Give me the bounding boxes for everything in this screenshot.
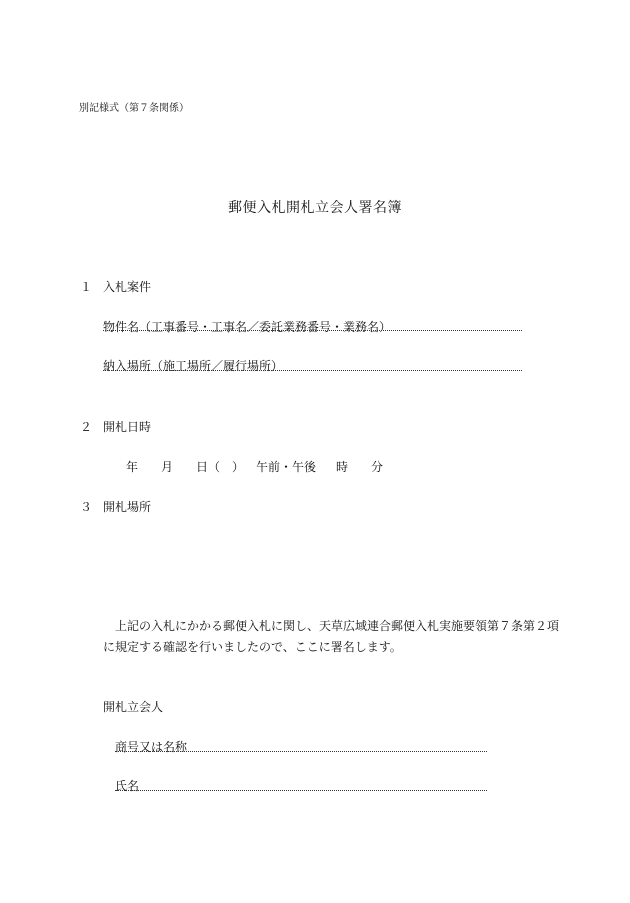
section-2-number: ２ [80,420,93,434]
section-3-label: 開札場所 [103,500,152,514]
person-name-line[interactable] [115,790,487,791]
document-title: 郵便入札開札立会人署名簿 [228,200,402,216]
company-name-label: 商号又は名称 [115,740,188,754]
statement-line-1: 上記の入札にかかる郵便入札に関し、天草広域連合郵便入札実施要領第７条第２項 [115,619,560,633]
date-day-unit: 日（ ） [196,460,245,474]
section-3-number: ３ [80,500,93,514]
date-year-unit: 年 [126,460,139,474]
company-name-line[interactable] [115,751,487,752]
date-ampm: 午前・午後 [256,460,317,474]
section-1-label: 入札案件 [103,280,152,294]
section-1-number: １ [80,280,93,294]
item-name-field-label: 物件名（工事番号・工事名／委託業務番号・業務名） [103,320,392,334]
statement-line-2: に規定する確認を行いましたので、ここに署名します。 [103,640,402,654]
date-minute-unit: 分 [371,460,384,474]
person-name-label: 氏名 [115,779,140,793]
delivery-location-field-label: 納入場所（施工場所／履行場所） [103,359,284,373]
section-2-label: 開札日時 [103,420,152,434]
item-name-field-line[interactable] [103,330,522,331]
form-reference: 別記様式（第７条関係） [79,103,189,114]
witness-heading: 開札立会人 [103,700,164,714]
date-hour-unit: 時 [336,460,349,474]
date-month-unit: 月 [161,460,174,474]
delivery-location-field-line[interactable] [103,370,522,371]
